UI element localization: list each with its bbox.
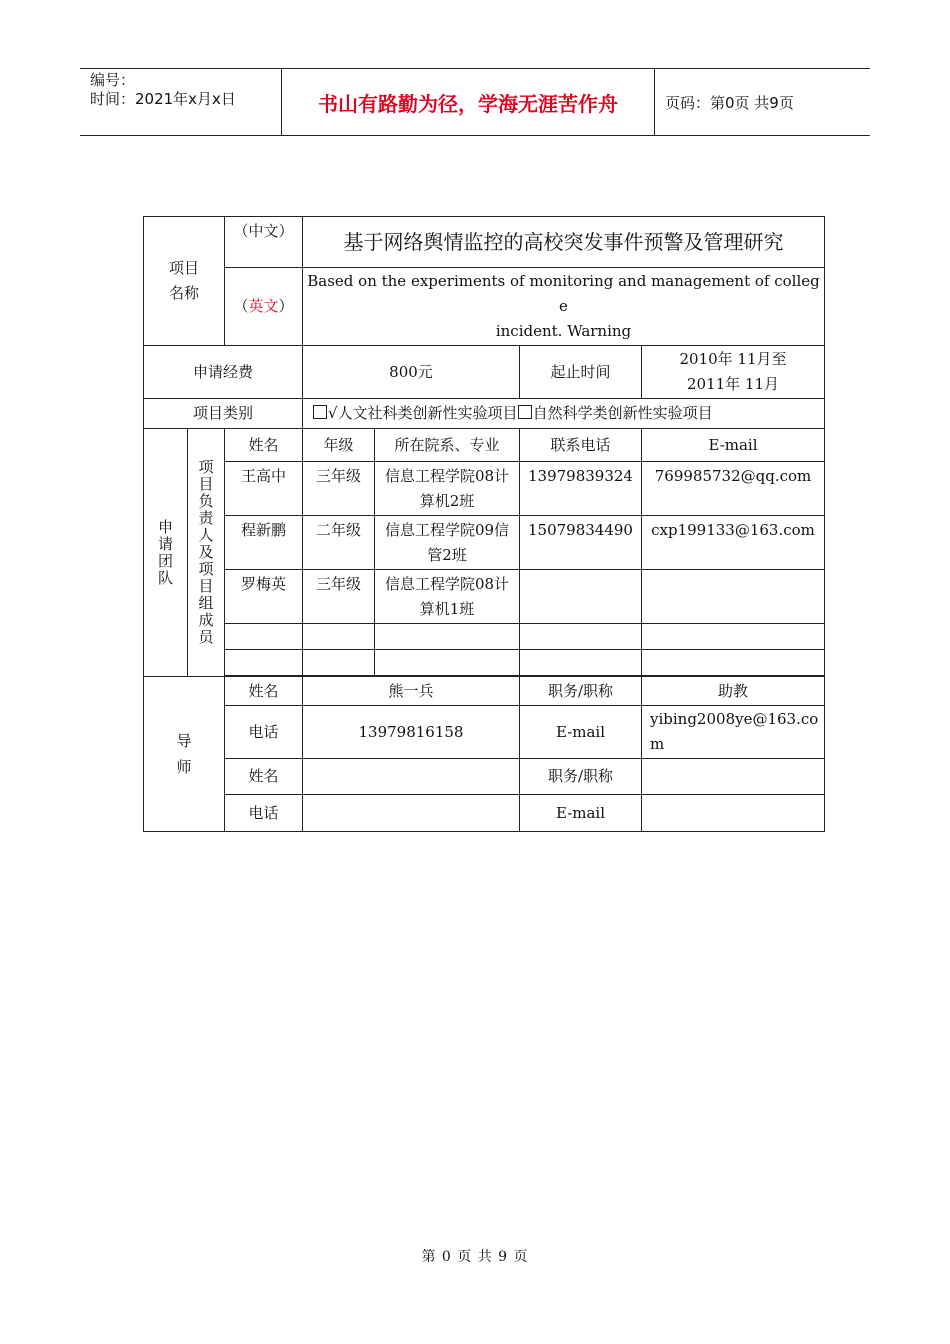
advisor-email-label: E-mail — [520, 706, 642, 759]
advisor-phone: 13979816158 — [303, 706, 520, 759]
advisor-phone-label: 电话 — [225, 706, 303, 759]
member-phone: 13979839324 — [520, 462, 642, 516]
advisor2-title — [642, 759, 825, 795]
advisor2-email-label: E-mail — [520, 795, 642, 832]
cn-label: （中文） — [225, 217, 303, 268]
member-name: 程新鹏 — [225, 516, 303, 570]
advisor-title-label: 职务/职称 — [520, 677, 642, 706]
advisor-name-label: 姓名 — [225, 677, 303, 706]
header-meta — [80, 69, 282, 135]
en-label-close: ） — [278, 297, 294, 315]
member-phone: 15079834490 — [520, 516, 642, 570]
advisor-group-label-cell — [144, 677, 225, 832]
page-header — [80, 68, 870, 136]
document-number-label: 编号： — [90, 71, 136, 89]
member-name — [225, 624, 303, 650]
project-title-en-line2: incident. Warning — [495, 322, 632, 340]
en-label-open: （ — [233, 297, 249, 315]
member-dept — [375, 624, 520, 650]
category-label: 项目类别 — [144, 399, 303, 429]
team-header-row — [144, 429, 825, 462]
advisor2-name-row — [144, 759, 825, 795]
project-name-label-cell — [144, 217, 225, 346]
col-header-dept: 所在院系、专业 — [375, 429, 520, 462]
member-email — [642, 650, 825, 676]
en-label — [225, 268, 303, 346]
col-header-name: 姓名 — [225, 429, 303, 462]
member-dept: 信息工程学院08计算机2班 — [375, 462, 520, 516]
en-label-word: 英文 — [248, 297, 279, 315]
table-row — [144, 516, 825, 570]
col-header-phone: 联系电话 — [520, 429, 642, 462]
member-dept — [375, 650, 520, 676]
member-email — [642, 624, 825, 650]
member-grade: 三年级 — [303, 462, 375, 516]
project-title-en — [303, 268, 825, 346]
table-row — [144, 650, 825, 676]
header-motto: 书山有路勤为径，学海无涯苦作舟 — [318, 91, 618, 116]
category-row — [144, 399, 825, 429]
advisor2-contact-row — [144, 795, 825, 832]
table-row — [144, 570, 825, 624]
period-label: 起止时间 — [520, 346, 642, 399]
member-phone — [520, 624, 642, 650]
team-subgroup-label-cell — [188, 429, 225, 677]
table-row — [144, 624, 825, 650]
advisor2-phone-label: 电话 — [225, 795, 303, 832]
advisor-email: yibing2008ye@163.com — [642, 706, 825, 759]
project-name-en-row — [144, 268, 825, 346]
member-name — [225, 650, 303, 676]
table-row — [144, 462, 825, 516]
budget-row — [144, 346, 825, 399]
col-header-grade: 年级 — [303, 429, 375, 462]
project-name-label: 项目名称 — [168, 259, 199, 302]
member-grade — [303, 624, 375, 650]
checkbox-icon[interactable] — [518, 405, 532, 419]
member-name: 罗梅英 — [225, 570, 303, 624]
category-options — [303, 399, 825, 429]
advisor-name: 熊一兵 — [303, 677, 520, 706]
member-name: 王高中 — [225, 462, 303, 516]
project-name-cn-row — [144, 217, 825, 268]
member-dept: 信息工程学院08计算机1班 — [375, 570, 520, 624]
document-date: 时间：2021年x月x日 — [90, 90, 236, 108]
member-phone — [520, 570, 642, 624]
category-option-science: 自然科学类创新性实验项目 — [532, 404, 713, 422]
page-footer: 第 0 页 共 9 页 — [421, 1249, 529, 1265]
advisor2-phone — [303, 795, 520, 832]
team-subgroup-label: 项目负责人及项目组成员 — [198, 458, 214, 646]
advisor-group-label: 导师 — [176, 732, 192, 776]
advisor-contact-row — [144, 706, 825, 759]
budget-label: 申请经费 — [144, 346, 303, 399]
budget-value: 800元 — [303, 346, 520, 399]
member-dept: 信息工程学院09信管2班 — [375, 516, 520, 570]
header-page-info: 页码：第0页 共9页 — [665, 93, 794, 112]
member-grade: 二年级 — [303, 516, 375, 570]
project-title-cn: 基于网络舆情监控的高校突发事件预警及管理研究 — [303, 217, 825, 268]
col-header-email: E-mail — [642, 429, 825, 462]
member-phone — [520, 650, 642, 676]
team-group-label: 申请团队 — [157, 517, 173, 587]
period-value — [642, 346, 825, 399]
project-title-en-line1: Based on the experiments of monitoring and management of college — [307, 272, 820, 315]
header-motto-cell — [282, 69, 655, 135]
application-form-table — [143, 216, 825, 832]
member-email: 769985732@qq.com — [642, 462, 825, 516]
checkbox-icon[interactable] — [313, 405, 327, 419]
advisor2-title-label: 职务/职称 — [520, 759, 642, 795]
advisor2-name — [303, 759, 520, 795]
advisor2-name-label: 姓名 — [225, 759, 303, 795]
member-email: cxp199133@163.com — [642, 516, 825, 570]
member-email — [642, 570, 825, 624]
advisor-name-row — [144, 677, 825, 706]
period-start: 2010年 11月至 — [679, 350, 787, 368]
member-grade: 三年级 — [303, 570, 375, 624]
period-end: 2011年 11月 — [686, 375, 780, 393]
advisor-title: 助教 — [642, 677, 825, 706]
category-option-humanities: √人文社科类创新性实验项目 — [328, 404, 518, 422]
advisor2-email — [642, 795, 825, 832]
member-grade — [303, 650, 375, 676]
team-group-label-cell — [144, 429, 188, 677]
